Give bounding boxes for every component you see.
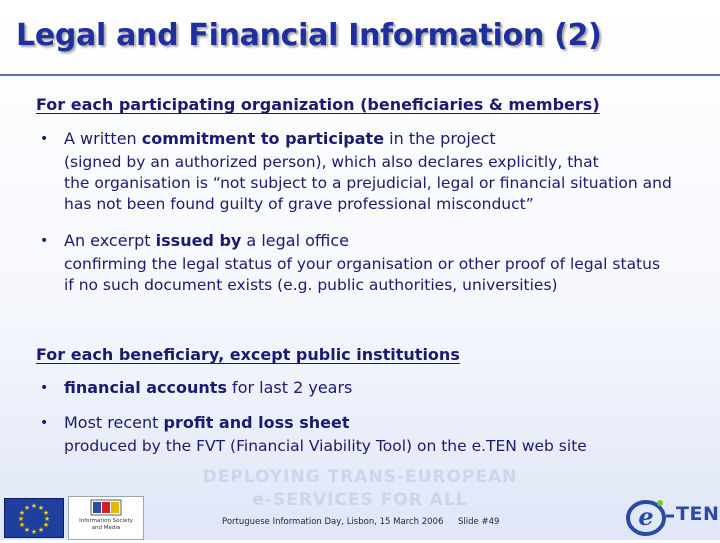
bullet-keyword: issued by [155, 231, 242, 250]
svg-text:★: ★ [17, 515, 25, 523]
svg-text:★: ★ [23, 504, 31, 512]
watermark-line: e-SERVICES FOR ALL [252, 490, 468, 510]
bullet-keyword: commitment to participate [141, 129, 385, 148]
title-divider [0, 74, 720, 76]
eu-stars-icon [5, 499, 63, 537]
bullet-suffix: in the project [384, 129, 496, 148]
slide-title: Legal and Financial Information (2) [16, 18, 602, 53]
bullet-keyword: financial accounts [64, 378, 227, 397]
detail-line: if no such document exists (e.g. public authorities, universities) [64, 276, 558, 294]
bullet-suffix: a legal office [241, 231, 349, 250]
svg-text:★: ★ [30, 528, 38, 536]
eten-logo-text: TEN [676, 503, 720, 525]
bullet-icon: • [40, 380, 49, 396]
section-heading-participants: For each participating organization (beneficiaries & members) [36, 95, 600, 114]
bullet-commitment [64, 128, 496, 149]
information-society-logo [68, 496, 144, 540]
detail-line: produced by the FVT (Financial Viability Tool) on the e.TEN web site [64, 437, 587, 455]
bullet-financial-accounts [64, 377, 352, 398]
detail-line: confirming the legal status of your organisation or other proof of legal status [64, 255, 661, 273]
detail-line: (signed by an authorized person), which also declares explicitly, that [64, 153, 599, 171]
section-heading-beneficiaries: For each beneficiary, except public institutions [36, 345, 460, 364]
bullet-icon: • [40, 131, 49, 147]
eten-logo [622, 494, 720, 538]
footer-event: Portuguese Information Day, Lisbon, 15 March 2006 [222, 517, 444, 527]
bullet-excerpt [64, 230, 349, 251]
svg-text:★: ★ [37, 504, 45, 512]
logo-caption-line: Information Society [79, 518, 133, 524]
logo-caption-line: and Media [91, 525, 121, 531]
eu-flag-logo [4, 498, 64, 538]
bullet-icon: • [40, 233, 49, 249]
bullet-icon: • [40, 415, 49, 431]
svg-text:★: ★ [37, 526, 45, 534]
svg-text:★: ★ [30, 502, 38, 510]
detail-line: has not been found guilty of grave professional misconduct” [64, 195, 534, 213]
svg-text:★: ★ [43, 515, 51, 523]
watermark-line: DEPLOYING TRANS-EUROPEAN [202, 467, 518, 487]
bullet-prefix: A written [64, 129, 142, 148]
bullet-keyword: profit and loss sheet [163, 413, 350, 432]
bullet-profit-loss [64, 412, 349, 433]
bullet-prefix: Most recent [64, 413, 164, 432]
footer-slide-number: Slide #49 [458, 517, 500, 527]
svg-text:★: ★ [18, 521, 26, 529]
svg-text:★: ★ [18, 509, 26, 517]
svg-text:★: ★ [42, 509, 50, 517]
bullet-suffix: for last 2 years [226, 378, 353, 397]
watermark [110, 466, 610, 512]
logo-caption [69, 518, 143, 532]
svg-text:e: e [638, 502, 654, 531]
bullet-prefix: An excerpt [64, 231, 156, 250]
svg-text:★: ★ [42, 521, 50, 529]
svg-text:★: ★ [23, 526, 31, 534]
detail-line: the organisation is “not subject to a prejudicial, legal or financial situation and [64, 174, 672, 192]
